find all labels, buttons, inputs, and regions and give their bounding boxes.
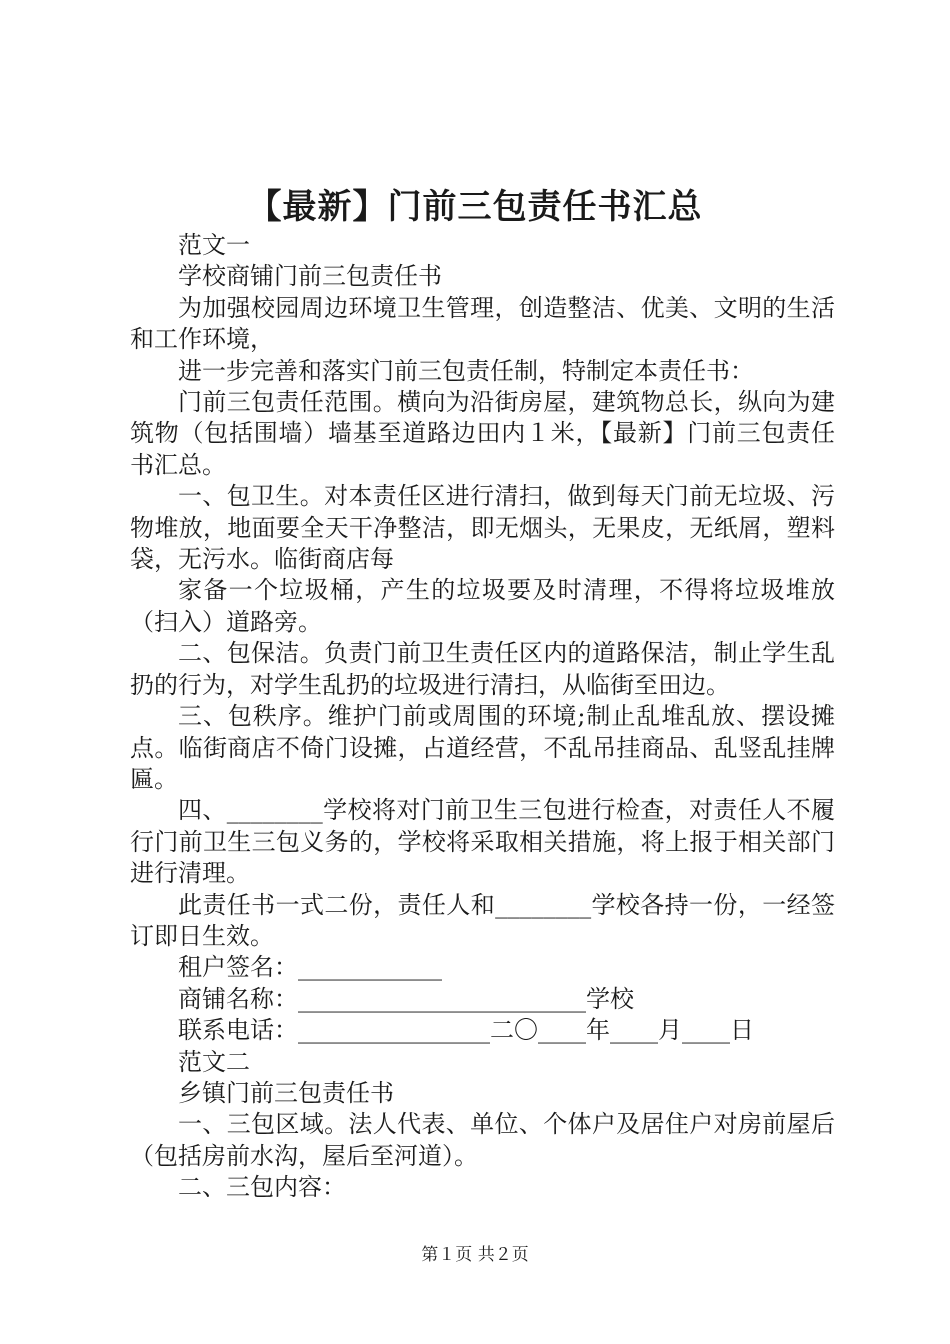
page-footer: 第１页 共２页: [421, 1245, 529, 1265]
paragraph: 二、三包内容：: [178, 1173, 346, 1202]
paragraph: 进一步完善和落实门前三包责任制，特制定本责任书：: [178, 356, 754, 385]
paragraph: 三、包秩序。维护门前或周围的环境;制止乱堆乱放、摆设摊点。临街商店不倚门设摊，占道经营，不乱吊挂商品、乱竖乱挂牌匾。: [130, 702, 835, 793]
paragraph: 一、包卫生。对本责任区进行清扫，做到每天门前无垃圾、污物堆放，地面要全天干净整洁，即无烟头，无果皮，无纸屑，塑料袋，无污水。临街商店每: [130, 482, 835, 574]
paragraph: 门前三包责任范围。横向为沿街房屋，建筑物总长，纵向为建筑物（包括围墙）墙基至道路边田内１米，【最新】门前三包责任书汇总。: [130, 388, 835, 479]
shop-name-line: 商铺名称：________________________学校: [178, 984, 634, 1013]
paragraph: 四、________学校将对门前卫生三包进行检查，对责任人不履行门前卫生三包义务的，学校将采取相关措施，将上报于相关部门进行清理。: [130, 796, 835, 888]
signature-line: 租户签名：____________: [178, 953, 442, 982]
paragraph: 一、三包区域。法人代表、单位、个体户及居住户对房前屋后（包括房前水沟，屋后至河道）。: [130, 1110, 835, 1170]
paragraph: 范文一: [178, 231, 250, 259]
paragraph: 范文二: [178, 1047, 250, 1076]
paragraph: 二、包保洁。负责门前卫生责任区内的道路保洁，制止学生乱扔的行为，对学生乱扔的垃圾进行清扫，从临街至田边。: [130, 639, 835, 699]
document-body: [130, 230, 835, 1204]
paragraph: 学校商铺门前三包责任书: [178, 262, 442, 291]
document-title: 【最新】门前三包责任书汇总: [247, 187, 703, 227]
paragraph: 乡镇门前三包责任书: [178, 1078, 394, 1107]
paragraph: 为加强校园周边环境卫生管理，创造整洁、优美、文明的生活和工作环境，: [130, 293, 835, 354]
phone-date-line: 联系电话：________________二〇____年____月____日: [178, 1016, 754, 1045]
paragraph: 此责任书一式二份，责任人和________学校各持一份，一经签订即日生效。: [130, 890, 835, 950]
paragraph: 家备一个垃圾桶，产生的垃圾要及时清理，不得将垃圾堆放（扫入）道路旁。: [130, 576, 835, 636]
